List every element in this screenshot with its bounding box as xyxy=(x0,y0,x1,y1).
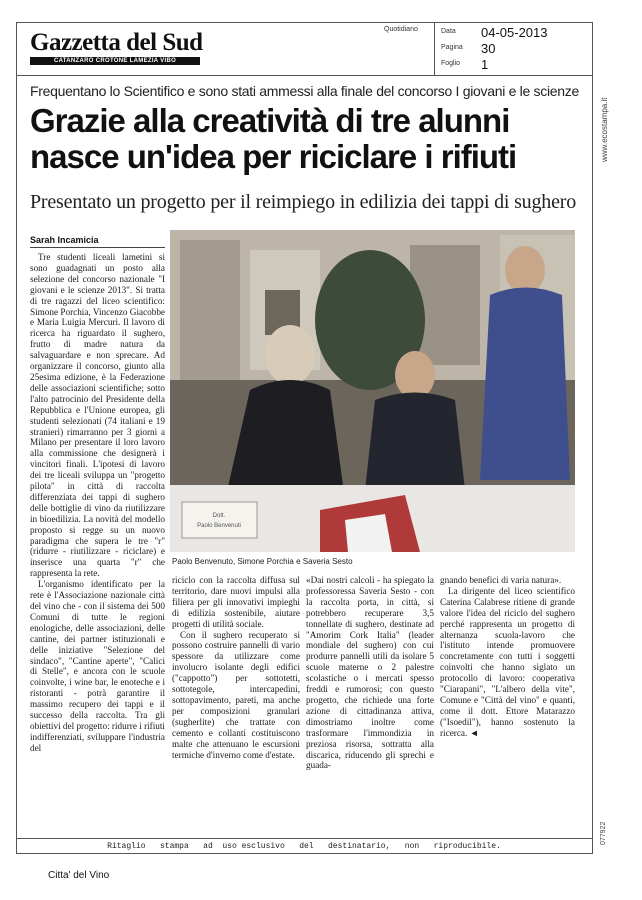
headline-line-1: Grazie alla creatività di tre alunni xyxy=(30,102,510,139)
article-kicker: Frequentano lo Scientifico e sono stati ammessi alla finale del concorso I giovani e le scienze xyxy=(30,83,579,99)
date-label: Data xyxy=(441,28,456,35)
footer-divider xyxy=(16,838,593,839)
article-subtitle: Presentato un progetto per il reimpiego in edilizia dei tappi di sughero xyxy=(30,191,577,213)
photo-caption: Paolo Benvenuto, Simone Porchia e Saveria Sesto xyxy=(172,557,353,566)
paragraph: «Dai nostri calcoli - ha spiegato la professoressa Saveria Sesto - con la raccolta porta, in città, si potrebbero recuperare 3,5 tonnellate di sughero, destinate ad "Amorim Cork Italia" (leader mondiale del sughero) con cui produrre pannelli utili da isolare 5 scuole materne o 2 palestre scolastiche o i mercati spesso freddi e rumorosi; con questo progetto, che richiede una forte azione di cittadinanza attiva, dimostriamo inoltre come trasformare l'immondizia in preziosa risorsa, sottratta alla discarica, riducendo gli sprechi e guada- xyxy=(306,575,434,771)
page-label: Pagina xyxy=(441,44,463,51)
sheet-value: 1 xyxy=(481,57,489,72)
newspaper-logo xyxy=(30,29,203,65)
article-headline xyxy=(30,103,585,175)
column-3 xyxy=(306,575,434,780)
ecostampa-site: www.ecostampa.it xyxy=(600,97,609,162)
clipping-meta xyxy=(434,22,594,75)
publication-type: Quotidiano xyxy=(384,26,418,33)
column-1 xyxy=(30,252,165,780)
column-4 xyxy=(440,575,575,780)
byline: Sarah Incamicia xyxy=(30,235,165,248)
reproduction-notice: Ritaglio stampa ad uso esclusivo del destinatario, non riproducibile. xyxy=(107,842,501,851)
clipping-source: Citta' del Vino xyxy=(48,870,110,881)
svg-text:Paolo Benvenuti: Paolo Benvenuti xyxy=(197,523,241,529)
svg-text:Dott.: Dott. xyxy=(212,513,226,519)
paragraph: L'organismo identificato per la rete è l'Associazione nazionale città del vino che - con il sistema dei 500 Comuni di tutte le regioni enologiche, delle associazioni, delle cantine, dei partner istituzionali e delle iniziative "Selezione del sindaco", "Cantine aperte", "Calici di Stelle", e ancora con le scuole coinvolte, i wine bar, le enoteche e i ristoranti - potrà garantire il massimo recupero dei tappi e il successo della raccolta. Tra gli obiettivi del progetto: ridurre i rifiuti indifferenziati, sviluppare l'industria del xyxy=(30,579,165,753)
paragraph: Tre studenti liceali lametini si sono guadagnati un posto alla selezione del concorso nazionale "I giovani e le scienze 2013". Si tratta di tre ragazzi del liceo scientifico: Simone Porchia, Vincenzo Giacobbe e Maria Luigia Mercuri. Il lavoro di ricerca ha riguardato il sughero, frutto di madre natura da salvaguardare e non sprecare. Ad organizzare il concorso, giunto alla 25esima edizione, è la Federazione delle associazioni scientifiche; sotto l'alto patrocinio del Presidente della Repubblica e l'Unione europea, gli studenti selezionati (74 italiani e 19 stranieri) rimarranno per 3 giorni a Milano per presentare il loro lavoro alla commissione che designerà i vincitori finali. L'ipotesi di lavoro dei tre liceali sviluppa un "progetto pilota" in città di raccolta differenziata dei tappi di sughero delle bottiglie di vino da riutilizzare in bioedilizia. La novità del modello proposto si regge su un nuovo paradigma che supera le tre "r" (ridurre - riutilizzare - riciclare) e inserisce una quarta "r" che rappresenta la rete. xyxy=(30,252,165,579)
clipping-code: 077922 xyxy=(600,821,607,845)
paragraph: La dirigente del liceo scientifico Caterina Calabrese ritiene di grande valore l'idea del riciclo del sughero perché rappresenta un progetto di alternanza scuola-lavoro che l'istituto intende promuovere concretamente con tutti i soggetti coinvolti che hanno siglato un protocollo di lavoro: cooperativa "Ciarapani", "L'albero della vite", Comune e "Città del vino" e quanti, come il dott. Ettore Matarazzo ("Isoedil"), hanno sostenuto la ricerca. ◄ xyxy=(440,585,575,738)
paragraph: Con il sughero recuperato si possono costruire pannelli di vario spessore da utilizzare come involucro isolante degli edifici ("cappotto") per sottotetti, sottotegole, intercapedini, sottopavimento, pareti, ma anche per composizioni granulari (sugherlite) che trattate con cemento e collanti costituiscono malte che attenuano le escursioni termiche d'inverno come d'estate. xyxy=(172,629,300,760)
article-photo xyxy=(170,230,575,552)
date-value: 04-05-2013 xyxy=(481,25,548,40)
paragraph: riciclo con la raccolta diffusa sul territorio, dare nuovi impulsi alla filiera per gli innovativi impieghi di edilizia sostenibile, aiutare progetti di utilità sociale. xyxy=(172,575,300,629)
column-2 xyxy=(172,575,300,780)
paragraph: gnando benefici di varia natura». xyxy=(440,575,562,585)
page-value: 30 xyxy=(481,41,496,56)
sheet-label: Foglio xyxy=(441,60,461,67)
logo-title: Gazzetta del Sud xyxy=(30,29,203,56)
masthead xyxy=(16,22,593,76)
headline-line-2: nasce un'idea per riciclare i rifiuti xyxy=(30,138,517,175)
logo-subtitle: CATANZARO CROTONE LAMEZIA VIBO xyxy=(30,57,200,65)
photo-illustration xyxy=(170,230,575,552)
